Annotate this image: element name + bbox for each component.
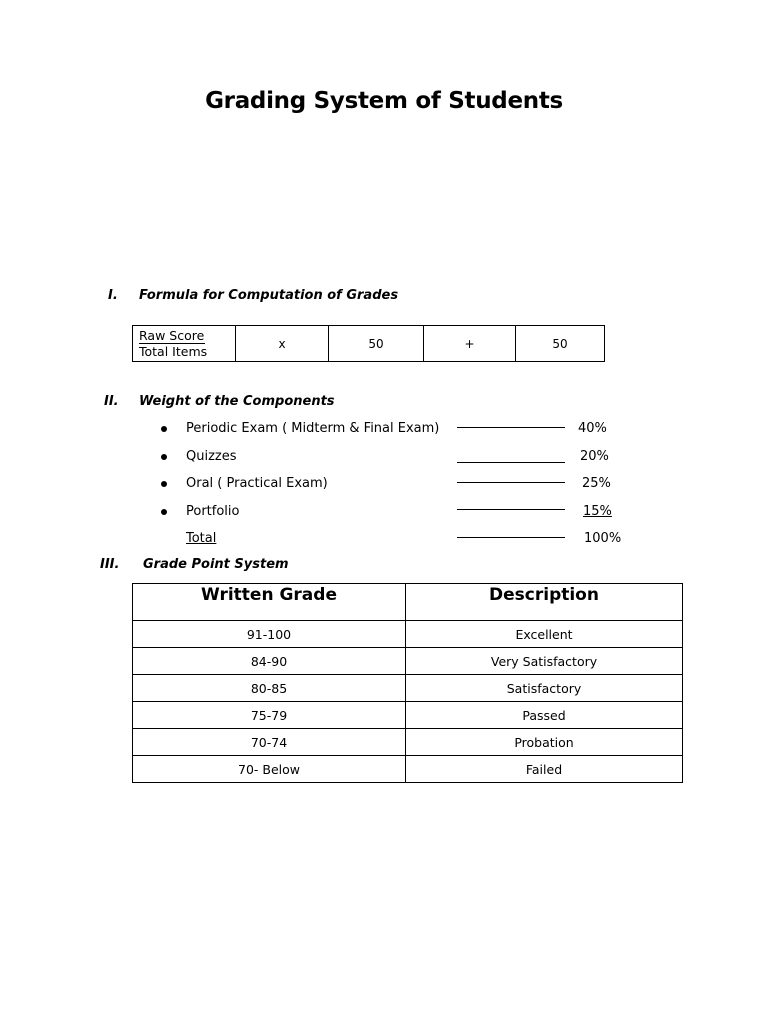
page-title: Grading System of Students [205,88,563,114]
section-3-number: III. [100,557,120,572]
grade-range-cell: 70-74 [133,729,406,756]
table-row [133,675,683,702]
grade-range-cell: 84-90 [133,648,406,675]
grade-range-cell: 70- Below [133,756,406,783]
formula-cell-50-b: 50 [515,326,604,361]
grade-range-cell: 75-79 [133,702,406,729]
bullet-icon [161,426,167,432]
table-header-row [133,584,683,621]
grade-range-cell: 80-85 [133,675,406,702]
grade-point-table [132,583,683,783]
formula-numerator: Raw Score [139,327,205,343]
table-row [133,702,683,729]
leader-line [457,482,565,483]
formula-cell-plus: + [423,326,515,361]
formula-cell-multiply: x [235,326,328,361]
weight-label: Periodic Exam ( Midterm & Final Exam) [186,421,440,436]
column-header-written-grade: Written Grade [133,584,406,621]
table-row [133,621,683,648]
table-row [133,648,683,675]
grade-description-cell: Passed [406,702,683,729]
grade-description-cell: Satisfactory [406,675,683,702]
total-value: 100% [584,531,622,546]
bullet-icon [161,454,167,460]
formula-fraction [133,326,235,361]
weight-item-portfolio [0,504,768,524]
table-row [133,756,683,783]
weight-item-periodic-exam [0,421,768,441]
grade-description-cell: Failed [406,756,683,783]
grade-description-cell: Excellent [406,621,683,648]
weight-value: 20% [580,449,609,464]
section-1-title: Formula for Computation of Grades [139,288,399,303]
leader-line [457,427,565,428]
weight-value: 40% [578,421,607,436]
total-label: Total [186,531,217,546]
section-3-title: Grade Point System [143,557,289,572]
weight-value: 25% [582,476,611,491]
weight-item-quizzes [0,449,768,469]
weight-item-oral [0,476,768,496]
bullet-icon [161,481,167,487]
grade-description-cell: Very Satisfactory [406,648,683,675]
formula-table [132,325,605,362]
section-2-number: II. [104,394,119,409]
leader-line [457,462,565,463]
weight-label: Quizzes [186,449,237,464]
weight-label: Oral ( Practical Exam) [186,476,328,491]
section-1-number: I. [108,288,118,303]
table-row [133,729,683,756]
column-header-description: Description [406,584,683,621]
formula-denominator: Total Items [139,343,208,359]
weight-value: 15% [583,504,612,519]
leader-line [457,509,565,510]
grade-description-cell: Probation [406,729,683,756]
section-2-title: Weight of the Components [139,394,335,409]
bullet-icon [161,509,167,515]
grade-range-cell: 91-100 [133,621,406,648]
leader-line [457,537,565,538]
weight-total-row [0,531,768,551]
weight-label: Portfolio [186,504,240,519]
formula-cell-50-a: 50 [328,326,423,361]
